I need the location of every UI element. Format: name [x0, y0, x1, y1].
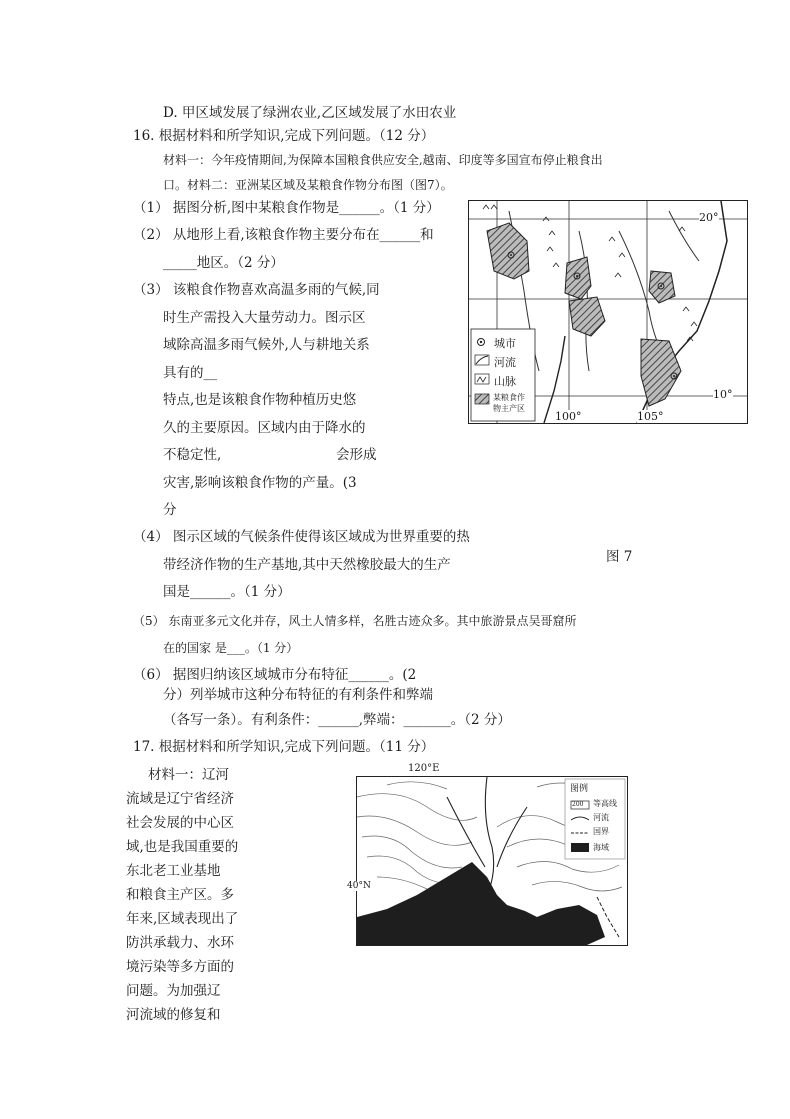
legend-sea-label: 海域 — [593, 843, 609, 852]
q15-option-d: D. 甲区域发展了绿洲农业,乙区域发展了水田农业 — [163, 105, 457, 121]
q16-sub5-line1: （5） 东南亚多元文化并存，风土人情多样，名胜古迹众多。其中旅游景点吴哥窟所 — [133, 614, 577, 628]
latitude-10-label: 10° — [713, 388, 733, 401]
q16-material1-line1: 材料一：今年疫情期间,为保障本国粮食供应安全,越南、印度等多国宣布停止粮食出 — [163, 153, 603, 167]
legend-river-label-2: 河流 — [593, 813, 609, 822]
q16-sub6-line3: （各写一条）。有利条件：______,弊端：_______。（2 分） — [163, 712, 511, 728]
figure-7-caption: 图 7 — [606, 549, 633, 565]
q16-sub3-line2: 时生产需投入大量劳动力。图示区 — [163, 310, 366, 326]
q16-sub5-line2: 在的国家 是___。（1 分） — [163, 641, 299, 655]
q17-material-line3: 社会发展的中心区 — [126, 815, 234, 831]
legend-mountain-label: 山脉 — [494, 375, 516, 388]
q17-material-line9: 境污染等多方面的 — [126, 959, 234, 975]
q16-sub2-line1: （2） 从地形上看,该粮食作物主要分布在______和 — [133, 227, 434, 243]
figure-7-svg — [469, 201, 747, 423]
q17-material-line1: 材料一：辽河 — [148, 767, 229, 783]
q17-material-line11: 河流域的修复和 — [126, 1007, 221, 1023]
q16-sub3-line1: （3） 该粮食作物喜欢高温多雨的气候,同 — [133, 282, 380, 298]
q16-sub4-line1: （4） 图示区域的气候条件使得该区域成为世界重要的热 — [133, 529, 470, 545]
q16-sub6-line1: （6） 据图归纳该区域城市分布特征______。(2 — [133, 667, 417, 683]
q17-material-line7: 年来,区域表现出了 — [126, 911, 239, 927]
q17-material-line4: 域,也是我国重要的 — [126, 839, 239, 855]
q17-material-line8: 防洪承载力、水环 — [126, 935, 234, 951]
q17-material-line5: 东北老工业基地 — [126, 863, 221, 879]
legend-crop-label-2: 物主产区 — [493, 404, 525, 413]
figure-7-map — [468, 200, 748, 424]
q16-sub3-line6: 久的主要原因。区域内由于降水的 — [163, 420, 366, 436]
legend-contour-value: 200 — [572, 801, 584, 808]
q17-material-line6: 和粮食主产区。多 — [126, 887, 234, 903]
q16-sub3-line9: 分 — [163, 502, 177, 518]
q16-sub3-line5: 特点,也是该粮食作物种植历史悠 — [163, 392, 357, 408]
legend-border-label: 国界 — [593, 827, 609, 836]
legend-river-label: 河流 — [494, 356, 516, 369]
legend-title: 图例 — [570, 784, 589, 794]
q16-material1-line2: 口。材料二：亚洲某区域及某粮食作物分布图（图7）。 — [163, 178, 453, 192]
q16-sub3-line7b: 会形成 — [336, 447, 377, 463]
liao-river-svg — [357, 777, 627, 945]
legend-contour-label: 等高线 — [593, 799, 617, 808]
q16-sub4-line3: 国是______。（1 分） — [163, 584, 291, 600]
longitude-105-label: 105° — [637, 410, 664, 423]
q16-sub3-line7a: 不稳定性, — [163, 447, 222, 463]
q17-material-line10: 问题。为加强辽 — [126, 983, 221, 999]
q16-sub4-line2: 带经济作物的生产基地,其中天然橡胶最大的生产 — [163, 557, 451, 573]
longitude-120-label: 120°E — [408, 763, 440, 774]
q16-sub3-line8: 灾害,影响该粮食作物的产量。(3 — [163, 475, 357, 491]
liao-river-map — [347, 776, 628, 946]
legend-city-label: 城市 — [494, 337, 516, 350]
latitude-40-label: 40°N — [347, 881, 371, 891]
q17-material-line2: 流域是辽宁省经济 — [126, 791, 234, 807]
q16-sub1: （1） 据图分析,图中某粮食作物是______。（1 分） — [133, 200, 440, 216]
latitude-20-label: 20° — [699, 211, 719, 224]
longitude-100-label: 100° — [555, 410, 582, 423]
q16-sub3-line4: 具有的__ — [163, 365, 217, 381]
legend-crop-label-1: 某粮食作 — [493, 393, 525, 402]
q16-sub6-line2: 分）列举城市这种分布特征的有利条件和弊端 — [163, 687, 433, 703]
q16-heading: 16. 根据材料和所学知识,完成下列问题。（12 分） — [133, 128, 435, 144]
q16-sub2-line2: _____地区。（2 分） — [163, 255, 284, 271]
q17-heading: 17. 根据材料和所学知识,完成下列问题。（11 分） — [133, 739, 435, 755]
q16-sub3-line3: 域除高温多雨气候外,人与耕地关系 — [163, 337, 370, 353]
